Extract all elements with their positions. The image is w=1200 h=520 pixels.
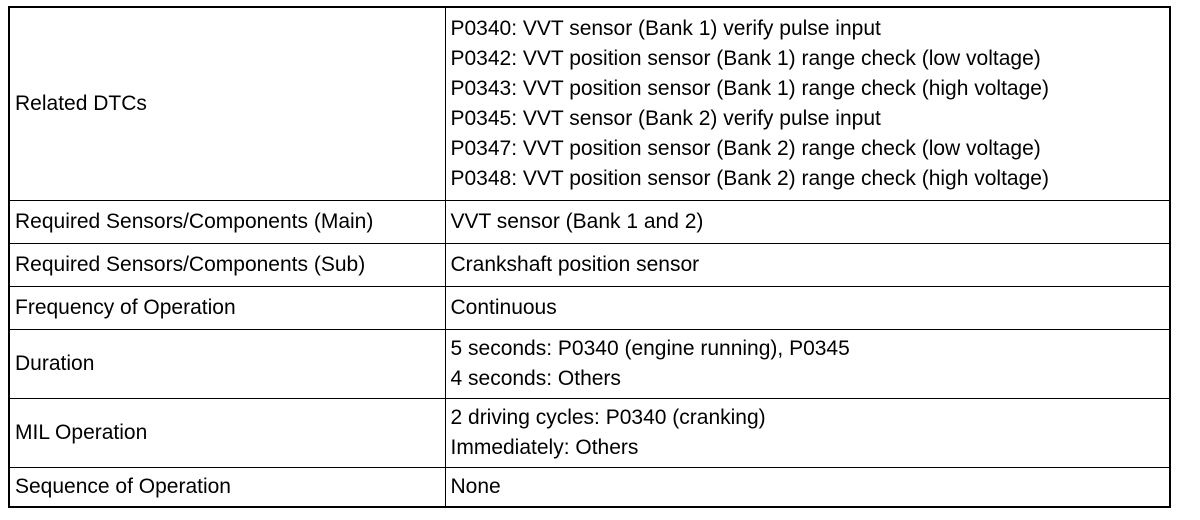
dtc-line: P0345: VVT sensor (Bank 2) verify pulse input — [450, 107, 881, 130]
dtc-line: P0340: VVT sensor (Bank 1) verify pulse input — [450, 17, 881, 40]
row-value-required-sub — [445, 244, 1170, 287]
row-label-related-dtcs: Related DTCs — [9, 7, 445, 201]
table-row-sequence — [9, 468, 1170, 508]
table-row-required-main — [9, 201, 1170, 244]
dtc-line: P0342: VVT position sensor (Bank 1) range check (low voltage) — [450, 47, 1041, 70]
table-row-required-sub — [9, 244, 1170, 287]
row-label-required-sub: Required Sensors/Components (Sub) — [9, 244, 445, 287]
table-row-duration — [9, 330, 1170, 399]
row-value-sequence — [445, 468, 1170, 508]
table-row-related-dtcs — [9, 7, 1170, 201]
value-line: Continuous — [450, 296, 557, 319]
row-label-duration: Duration — [9, 330, 445, 399]
row-value-required-main — [445, 201, 1170, 244]
row-label-required-main: Required Sensors/Components (Main) — [9, 201, 445, 244]
row-value-frequency — [445, 287, 1170, 330]
row-label-mil-operation: MIL Operation — [9, 399, 445, 468]
value-line: 5 seconds: P0340 (engine running), P0345 — [450, 337, 850, 360]
table-row-mil-operation — [9, 399, 1170, 468]
table-row-frequency — [9, 287, 1170, 330]
value-line: 4 seconds: Others — [450, 367, 621, 390]
row-label-frequency: Frequency of Operation — [9, 287, 445, 330]
value-line: VVT sensor (Bank 1 and 2) — [450, 210, 704, 233]
row-value-duration — [445, 330, 1170, 399]
row-value-related-dtcs — [445, 7, 1170, 201]
dtc-line: P0347: VVT position sensor (Bank 2) range check (low voltage) — [450, 137, 1041, 160]
value-line: None — [450, 475, 501, 498]
monitor-spec-table — [8, 6, 1171, 508]
dtc-line: P0343: VVT position sensor (Bank 1) range check (high voltage) — [450, 77, 1049, 100]
value-line: Crankshaft position sensor — [450, 253, 700, 276]
row-label-sequence: Sequence of Operation — [9, 468, 445, 508]
value-line: 2 driving cycles: P0340 (cranking) — [450, 406, 766, 429]
dtc-line: P0348: VVT position sensor (Bank 2) range check (high voltage) — [450, 167, 1049, 190]
row-value-mil-operation — [445, 399, 1170, 468]
value-line: Immediately: Others — [450, 436, 639, 459]
